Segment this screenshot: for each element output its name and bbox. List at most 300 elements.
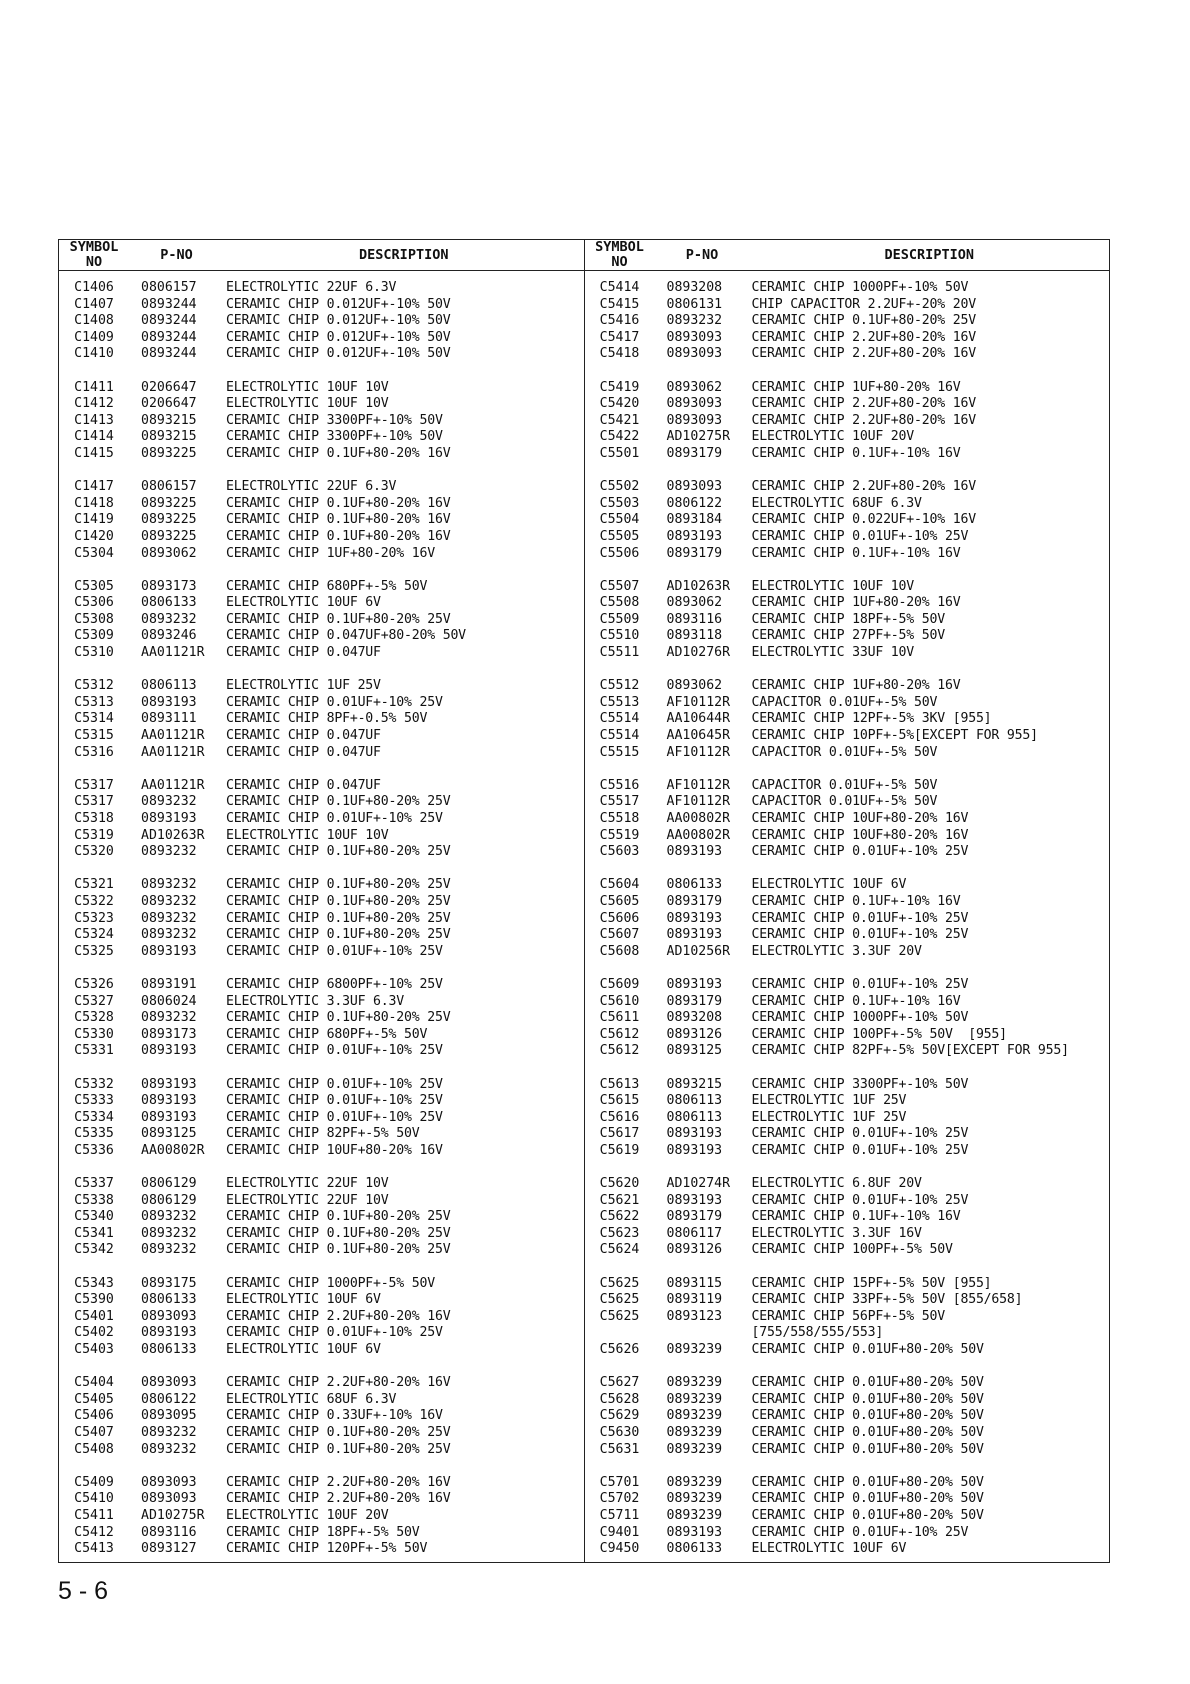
- pno-cell: 0893193: [141, 943, 197, 959]
- description-cell: ELECTROLYTIC 10UF 6V: [226, 1292, 381, 1308]
- symbol-cell: C5606: [599, 910, 640, 926]
- table-row: [585, 794, 1110, 811]
- description-cell: CERAMIC CHIP 0.1UF+80-20% 16V: [226, 528, 451, 544]
- pno-cell: 0893232: [141, 794, 197, 810]
- table-row: [585, 678, 1110, 695]
- pno-cell: 0206647: [141, 396, 197, 412]
- pno-cell: 0893179: [666, 1209, 723, 1225]
- symbol-cell: C5317: [74, 794, 114, 810]
- description-cell: CERAMIC CHIP 0.01UF+-10% 25V: [226, 1093, 443, 1109]
- table-row: [59, 1077, 584, 1094]
- description-cell: CERAMIC CHIP 10UF+80-20% 16V: [751, 827, 969, 843]
- pno-cell: 0893215: [141, 412, 197, 428]
- description-cell: ELECTROLYTIC 6.8UF 20V: [751, 1176, 922, 1192]
- description-cell: CERAMIC CHIP 0.1UF+80-20% 25V: [751, 313, 976, 329]
- row-group: [59, 977, 584, 1060]
- description-cell: ELECTROLYTIC 1UF 25V: [751, 1109, 907, 1125]
- description-cell: CERAMIC CHIP 0.047UF: [226, 744, 381, 760]
- left-rows: [59, 271, 584, 1574]
- header-symbol: SYMBOL NO: [595, 239, 644, 270]
- pno-cell: 0893111: [141, 711, 197, 727]
- description-cell: CERAMIC CHIP 10UF+80-20% 16V: [751, 811, 969, 826]
- row-group: [585, 1276, 1110, 1359]
- pno-cell: 0893127: [141, 1541, 197, 1557]
- description-cell: CERAMIC CHIP 0.01UF+80-20% 50V: [751, 1474, 984, 1490]
- symbol-cell: C5421: [599, 412, 640, 428]
- symbol-cell: C5332: [74, 1076, 114, 1092]
- description-cell: CERAMIC CHIP 3300PF+-10% 50V: [226, 412, 443, 428]
- table-row: [585, 1010, 1110, 1027]
- symbol-cell: C5340: [74, 1209, 114, 1225]
- symbol-cell: C5503: [599, 495, 640, 511]
- symbol-cell: C5413: [74, 1541, 114, 1557]
- table-row: [59, 994, 584, 1011]
- table-row: [585, 1375, 1110, 1392]
- pno-cell: AA00802R: [666, 811, 731, 826]
- symbol-cell: C5610: [599, 993, 640, 1009]
- table-row: [59, 1292, 584, 1309]
- symbol-cell: C5312: [74, 678, 114, 694]
- pno-cell: AF10112R: [666, 694, 731, 710]
- table-row: [59, 1043, 584, 1060]
- symbol-cell: C1410: [74, 346, 114, 362]
- table-row: [585, 512, 1110, 529]
- table-row: [59, 927, 584, 944]
- description-cell: CERAMIC CHIP 1UF+80-20% 16V: [226, 545, 435, 561]
- header-description: DESCRIPTION: [884, 247, 974, 263]
- row-group: [59, 579, 584, 662]
- pno-cell: AA01121R: [141, 728, 205, 744]
- description-cell: CERAMIC CHIP 0.1UF+80-20% 25V: [226, 1441, 451, 1457]
- pno-cell: 0893193: [666, 976, 723, 992]
- symbol-cell: C5420: [599, 396, 640, 412]
- symbol-cell: C5615: [599, 1093, 640, 1109]
- pno-cell: 0893239: [666, 1375, 723, 1391]
- table-row: [585, 1126, 1110, 1143]
- description-cell: CERAMIC CHIP 0.01UF+-10% 25V: [751, 976, 969, 992]
- table-row: [585, 396, 1110, 413]
- row-group: [59, 280, 584, 363]
- description-cell: CERAMIC CHIP 680PF+-5% 50V: [226, 578, 428, 594]
- symbol-cell: C5619: [599, 1142, 640, 1158]
- description-cell: CAPACITOR 0.01UF+-5% 50V: [751, 744, 938, 760]
- pno-cell: 0893193: [666, 1142, 723, 1158]
- description-cell: CERAMIC CHIP 0.1UF+-10% 16V: [751, 545, 961, 561]
- table-row: [59, 512, 584, 529]
- table-row: [59, 1093, 584, 1110]
- symbol-cell: C5512: [599, 678, 640, 694]
- table-row: [59, 1508, 584, 1525]
- description-cell: CERAMIC CHIP 12PF+-5% 3KV [955]: [751, 711, 992, 727]
- table-row: [59, 1242, 584, 1259]
- table-row: [585, 1043, 1110, 1060]
- symbol-cell: C5626: [599, 1342, 640, 1357]
- pno-cell: 0893123: [666, 1308, 723, 1324]
- description-cell: CERAMIC CHIP 2.2UF+80-20% 16V: [751, 329, 976, 345]
- symbol-cell: C5504: [599, 512, 640, 528]
- symbol-cell: C5390: [74, 1292, 114, 1308]
- symbol-cell: C5325: [74, 943, 114, 959]
- description-cell: CERAMIC CHIP 100PF+-5% 50V: [751, 1242, 953, 1258]
- description-cell: CERAMIC CHIP 0.01UF+80-20% 50V: [751, 1391, 984, 1407]
- symbol-cell: C5304: [74, 545, 114, 561]
- symbol-cell: C5328: [74, 1010, 114, 1026]
- page-number: 5 - 6: [58, 1577, 109, 1605]
- pno-cell: 0893175: [141, 1275, 197, 1291]
- table-row: [585, 330, 1110, 347]
- table-row: [585, 297, 1110, 314]
- pno-cell: 0893093: [666, 329, 723, 345]
- pno-cell: 0893193: [141, 1043, 197, 1059]
- description-cell: CERAMIC CHIP 56PF+-5% 50V: [751, 1308, 945, 1324]
- symbol-cell: C5419: [599, 379, 640, 395]
- description-cell: CERAMIC CHIP 0.1UF+80-20% 25V: [226, 927, 451, 943]
- description-cell: CERAMIC CHIP 82PF+-5% 50V[EXCEPT FOR 955]: [751, 1043, 1069, 1059]
- symbol-cell: C5410: [74, 1491, 114, 1507]
- description-cell: CERAMIC CHIP 0.01UF+-10% 25V: [226, 694, 443, 710]
- symbol-cell: C5611: [599, 1010, 640, 1026]
- description-cell: ELECTROLYTIC 22UF 10V: [226, 1192, 389, 1208]
- description-cell: CERAMIC CHIP 0.022UF+-10% 16V: [751, 512, 976, 528]
- description-cell: CERAMIC CHIP 18PF+-5% 50V: [751, 611, 945, 627]
- pno-cell: 0893232: [141, 910, 197, 926]
- pno-cell: 0893093: [666, 346, 723, 362]
- description-cell: CERAMIC CHIP 680PF+-5% 50V: [226, 1026, 428, 1042]
- row-group: [585, 1176, 1110, 1259]
- description-cell: ELECTROLYTIC 10UF 10V: [226, 396, 389, 412]
- table-row: [585, 1309, 1110, 1326]
- symbol-cell: C5404: [74, 1375, 114, 1391]
- symbol-cell: C5405: [74, 1391, 114, 1407]
- symbol-cell: C5616: [599, 1109, 640, 1125]
- row-group: [585, 380, 1110, 463]
- row-group: [59, 1077, 584, 1160]
- description-cell: CERAMIC CHIP 0.01UF+-10% 25V: [751, 1192, 969, 1208]
- pno-cell: 0893239: [666, 1424, 723, 1440]
- description-cell: CAPACITOR 0.01UF+-5% 50V: [751, 794, 938, 810]
- pno-cell: 0806129: [141, 1192, 197, 1208]
- table-row: [59, 728, 584, 745]
- pno-cell: 0893126: [666, 1026, 723, 1042]
- description-cell: CERAMIC CHIP 0.012UF+-10% 50V: [226, 329, 451, 345]
- description-cell: CERAMIC CHIP 120PF+-5% 50V: [226, 1541, 428, 1557]
- symbol-cell: C5411: [74, 1507, 114, 1523]
- description-cell: ELECTROLYTIC 33UF 10V: [751, 645, 915, 661]
- description-cell: CERAMIC CHIP 0.33UF+-10% 16V: [226, 1408, 443, 1424]
- description-cell: CERAMIC CHIP 27PF+-5% 50V: [751, 628, 945, 644]
- description-cell: ELECTROLYTIC 10UF 10V: [226, 379, 389, 395]
- description-cell: CERAMIC CHIP 0.012UF+-10% 50V: [226, 313, 451, 329]
- row-group: [59, 778, 584, 861]
- table-row: [59, 844, 584, 861]
- description-cell: ELECTROLYTIC 68UF 6.3V: [226, 1391, 397, 1407]
- description-cell: CERAMIC CHIP 3300PF+-10% 50V: [751, 1076, 969, 1092]
- description-cell: CERAMIC CHIP 0.01UF+-10% 25V: [751, 1524, 969, 1540]
- table-row: [585, 346, 1110, 363]
- description-cell: CERAMIC CHIP 1UF+80-20% 16V: [751, 678, 961, 694]
- pno-cell: 0893193: [666, 927, 723, 943]
- pno-cell: 0893193: [141, 1109, 197, 1125]
- description-cell: CERAMIC CHIP 0.01UF+-10% 25V: [751, 528, 969, 544]
- description-cell: CERAMIC CHIP 0.01UF+-10% 25V: [226, 1325, 443, 1341]
- row-group: [59, 1176, 584, 1259]
- table-row: [59, 1342, 584, 1359]
- symbol-cell: C5514: [599, 728, 640, 744]
- table-row: [59, 297, 584, 314]
- description-cell: CERAMIC CHIP 0.1UF+80-20% 25V: [226, 1010, 451, 1026]
- table-row: [585, 877, 1110, 894]
- table-row: [585, 1508, 1110, 1525]
- table-row: [585, 1525, 1110, 1542]
- row-group: [585, 479, 1110, 562]
- description-cell: CERAMIC CHIP 8PF+-0.5% 50V: [226, 711, 428, 727]
- pno-cell: 0893208: [666, 1010, 723, 1026]
- description-cell: CERAMIC CHIP 0.012UF+-10% 50V: [226, 296, 451, 312]
- symbol-cell: C5624: [599, 1242, 640, 1258]
- table-row: [585, 529, 1110, 546]
- table-row: [585, 1143, 1110, 1160]
- symbol-cell: C5330: [74, 1026, 114, 1042]
- table-row: [59, 877, 584, 894]
- description-cell: CERAMIC CHIP 0.01UF+80-20% 50V: [751, 1441, 984, 1457]
- pno-cell: AA10645R: [666, 728, 731, 744]
- symbol-cell: C5622: [599, 1209, 640, 1225]
- table-row: [59, 1408, 584, 1425]
- symbol-cell: C5607: [599, 927, 640, 943]
- description-cell: CERAMIC CHIP 0.01UF+-10% 25V: [226, 1109, 443, 1125]
- symbol-cell: C5502: [599, 479, 640, 495]
- row-group: [59, 479, 584, 562]
- table-row: [59, 1442, 584, 1459]
- table-row: [585, 1226, 1110, 1243]
- symbol-cell: C5623: [599, 1225, 640, 1241]
- table-row: [585, 429, 1110, 446]
- pno-cell: AF10112R: [666, 794, 731, 810]
- pno-cell: 0893193: [666, 528, 723, 544]
- description-cell: ELECTROLYTIC 3.3UF 16V: [751, 1225, 922, 1241]
- table-row: [585, 745, 1110, 762]
- symbol-cell: C5315: [74, 728, 114, 744]
- symbol-cell: C5323: [74, 910, 114, 926]
- symbol-cell: C5321: [74, 877, 114, 893]
- symbol-cell: C5337: [74, 1176, 114, 1192]
- symbol-cell: C5711: [599, 1507, 640, 1523]
- pno-cell: 0806024: [141, 993, 197, 1009]
- description-cell: CERAMIC CHIP 0.1UF+80-20% 25V: [226, 1242, 451, 1258]
- symbol-cell: C5306: [74, 595, 114, 611]
- description-cell: CERAMIC CHIP 0.1UF+80-20% 25V: [226, 794, 451, 810]
- table-row: [585, 1541, 1110, 1558]
- table-row: [59, 612, 584, 629]
- pno-cell: 0893193: [666, 1126, 723, 1142]
- pno-cell: 0893093: [141, 1491, 197, 1507]
- symbol-cell: C5627: [599, 1375, 640, 1391]
- symbol-cell: C5409: [74, 1474, 114, 1490]
- symbol-cell: C5508: [599, 595, 640, 611]
- pno-cell: 0806131: [666, 296, 723, 312]
- symbol-cell: C5407: [74, 1424, 114, 1440]
- description-cell: CERAMIC CHIP 2.2UF+80-20% 16V: [751, 346, 976, 362]
- table-row: [585, 927, 1110, 944]
- description-cell: ELECTROLYTIC 22UF 10V: [226, 1176, 389, 1192]
- description-cell: CERAMIC CHIP 0.1UF+80-20% 25V: [226, 1209, 451, 1225]
- table-row: [585, 546, 1110, 563]
- symbol-cell: C1420: [74, 528, 114, 544]
- symbol-cell: C5327: [74, 993, 114, 1009]
- pno-cell: AD10263R: [666, 578, 731, 594]
- symbol-cell: C5509: [599, 611, 640, 627]
- description-cell: ELECTROLYTIC 10UF 6V: [751, 1541, 907, 1557]
- symbol-cell: C5518: [599, 811, 640, 826]
- symbol-cell: C5310: [74, 645, 114, 661]
- symbol-cell: C5603: [599, 844, 640, 860]
- description-cell: CERAMIC CHIP 1UF+80-20% 16V: [751, 595, 961, 611]
- symbol-cell: C1415: [74, 445, 114, 461]
- right-rows: [585, 271, 1110, 1574]
- description-cell: CERAMIC CHIP 2.2UF+80-20% 16V: [226, 1375, 451, 1391]
- symbol-cell: C5338: [74, 1192, 114, 1208]
- description-cell: ELECTROLYTIC 10UF 10V: [751, 578, 915, 594]
- table-row: [59, 546, 584, 563]
- description-cell: [755/558/555/553]: [751, 1325, 884, 1341]
- symbol-cell: C1418: [74, 495, 114, 511]
- description-cell: CERAMIC CHIP 0.01UF+-10% 25V: [751, 1126, 969, 1142]
- pno-cell: AD10256R: [666, 943, 731, 959]
- symbol-cell: C5408: [74, 1441, 114, 1457]
- symbol-cell: C5326: [74, 976, 114, 992]
- symbol-cell: C5412: [74, 1524, 114, 1540]
- left-column: [59, 240, 585, 1562]
- pno-cell: 0893244: [141, 296, 197, 312]
- table-row: [585, 1276, 1110, 1293]
- description-cell: ELECTROLYTIC 22UF 6.3V: [226, 479, 397, 495]
- description-cell: ELECTROLYTIC 3.3UF 20V: [751, 943, 922, 959]
- pno-cell: 0893095: [141, 1408, 197, 1424]
- symbol-cell: C5631: [599, 1441, 640, 1457]
- table-row: [59, 794, 584, 811]
- pno-cell: 0806133: [141, 1292, 197, 1308]
- pno-cell: 0893093: [141, 1375, 197, 1391]
- symbol-cell: C5702: [599, 1491, 640, 1507]
- table-row: [585, 1392, 1110, 1409]
- description-cell: CERAMIC CHIP 0.1UF+80-20% 25V: [226, 910, 451, 926]
- pno-cell: 0206647: [141, 379, 197, 395]
- symbol-cell: C5630: [599, 1424, 640, 1440]
- description-cell: CERAMIC CHIP 2.2UF+80-20% 16V: [226, 1491, 451, 1507]
- table-header-left: [59, 240, 584, 271]
- pno-cell: 0806157: [141, 479, 197, 495]
- description-cell: CERAMIC CHIP 3300PF+-10% 50V: [226, 429, 443, 445]
- pno-cell: AF10112R: [666, 777, 731, 793]
- symbol-cell: C5336: [74, 1142, 114, 1158]
- symbol-cell: C1414: [74, 429, 114, 445]
- pno-cell: 0893179: [666, 445, 723, 461]
- description-cell: CERAMIC CHIP 82PF+-5% 50V: [226, 1126, 420, 1142]
- description-cell: CERAMIC CHIP 0.1UF+80-20% 16V: [226, 495, 451, 511]
- description-cell: CERAMIC CHIP 1000PF+-5% 50V: [226, 1275, 435, 1291]
- pno-cell: 0893239: [666, 1474, 723, 1490]
- description-cell: CERAMIC CHIP 0.047UF: [226, 777, 381, 793]
- description-cell: CERAMIC CHIP 2.2UF+80-20% 16V: [751, 396, 976, 412]
- description-cell: CAPACITOR 0.01UF+-5% 50V: [751, 777, 938, 793]
- description-cell: ELECTROLYTIC 3.3UF 6.3V: [226, 993, 405, 1009]
- symbol-cell: C9401: [599, 1524, 640, 1540]
- table-row: [59, 280, 584, 297]
- pno-cell: 0893125: [141, 1126, 197, 1142]
- pno-cell: 0893239: [666, 1408, 723, 1424]
- symbol-cell: C5510: [599, 628, 640, 644]
- table-header-right: [585, 240, 1110, 271]
- table-row: [59, 595, 584, 612]
- symbol-cell: C5418: [599, 346, 640, 362]
- symbol-cell: C5612: [599, 1026, 640, 1042]
- symbol-cell: C5316: [74, 744, 114, 760]
- symbol-cell: C5415: [599, 296, 640, 312]
- description-cell: CERAMIC CHIP 0.01UF+-10% 25V: [751, 844, 969, 860]
- symbol-cell: C5517: [599, 794, 640, 810]
- table-row: [59, 1027, 584, 1044]
- row-group: [585, 579, 1110, 662]
- description-cell: CERAMIC CHIP 0.047UF: [226, 728, 381, 744]
- pno-cell: 0893246: [141, 628, 197, 644]
- pno-cell: 0893225: [141, 495, 197, 511]
- table-row: [59, 1475, 584, 1492]
- pno-cell: 0893093: [141, 1308, 197, 1324]
- pno-cell: AF10112R: [666, 744, 731, 760]
- pno-cell: 0893232: [141, 1424, 197, 1440]
- table-row: [59, 1375, 584, 1392]
- table-row: [585, 1176, 1110, 1193]
- symbol-cell: C1411: [74, 379, 114, 395]
- symbol-cell: C5507: [599, 578, 640, 594]
- description-cell: CERAMIC CHIP 0.047UF+80-20% 50V: [226, 628, 466, 644]
- symbol-cell: C5309: [74, 628, 114, 644]
- symbol-cell: C5609: [599, 976, 640, 992]
- symbol-cell: C5511: [599, 645, 640, 661]
- symbol-cell: C5628: [599, 1391, 640, 1407]
- symbol-cell: C5320: [74, 844, 114, 860]
- pno-cell: 0893191: [141, 976, 197, 992]
- pno-cell: 0893232: [141, 1242, 197, 1258]
- header-description: DESCRIPTION: [359, 247, 449, 263]
- table-row: [59, 479, 584, 496]
- description-cell: CERAMIC CHIP 6800PF+-10% 25V: [226, 976, 443, 992]
- pno-cell: AA10644R: [666, 711, 731, 727]
- description-cell: CERAMIC CHIP 0.047UF: [226, 645, 381, 661]
- table-row: [585, 1442, 1110, 1459]
- symbol-cell: C5324: [74, 927, 114, 943]
- description-cell: ELECTROLYTIC 10UF 6V: [226, 1342, 381, 1357]
- pno-cell: 0893093: [666, 396, 723, 412]
- pno-cell: 0893239: [666, 1507, 723, 1523]
- table-row: [585, 579, 1110, 596]
- pno-cell: 0893215: [666, 1076, 723, 1092]
- table-row: [585, 1425, 1110, 1442]
- table-row: [585, 1110, 1110, 1127]
- description-cell: CERAMIC CHIP 0.1UF+80-20% 25V: [226, 893, 451, 909]
- description-cell: CERAMIC CHIP 0.1UF+80-20% 25V: [226, 1225, 451, 1241]
- right-column: [585, 240, 1110, 1562]
- symbol-cell: C1413: [74, 412, 114, 428]
- table-row: [59, 1226, 584, 1243]
- description-cell: CERAMIC CHIP 10PF+-5%[EXCEPT FOR 955]: [751, 728, 1038, 744]
- header-pno: P-NO: [685, 247, 719, 263]
- pno-cell: 0893118: [666, 628, 723, 644]
- description-cell: CERAMIC CHIP 0.1UF+80-20% 25V: [226, 611, 451, 627]
- row-group: [59, 678, 584, 761]
- row-group: [585, 1475, 1110, 1558]
- table-row: [59, 380, 584, 397]
